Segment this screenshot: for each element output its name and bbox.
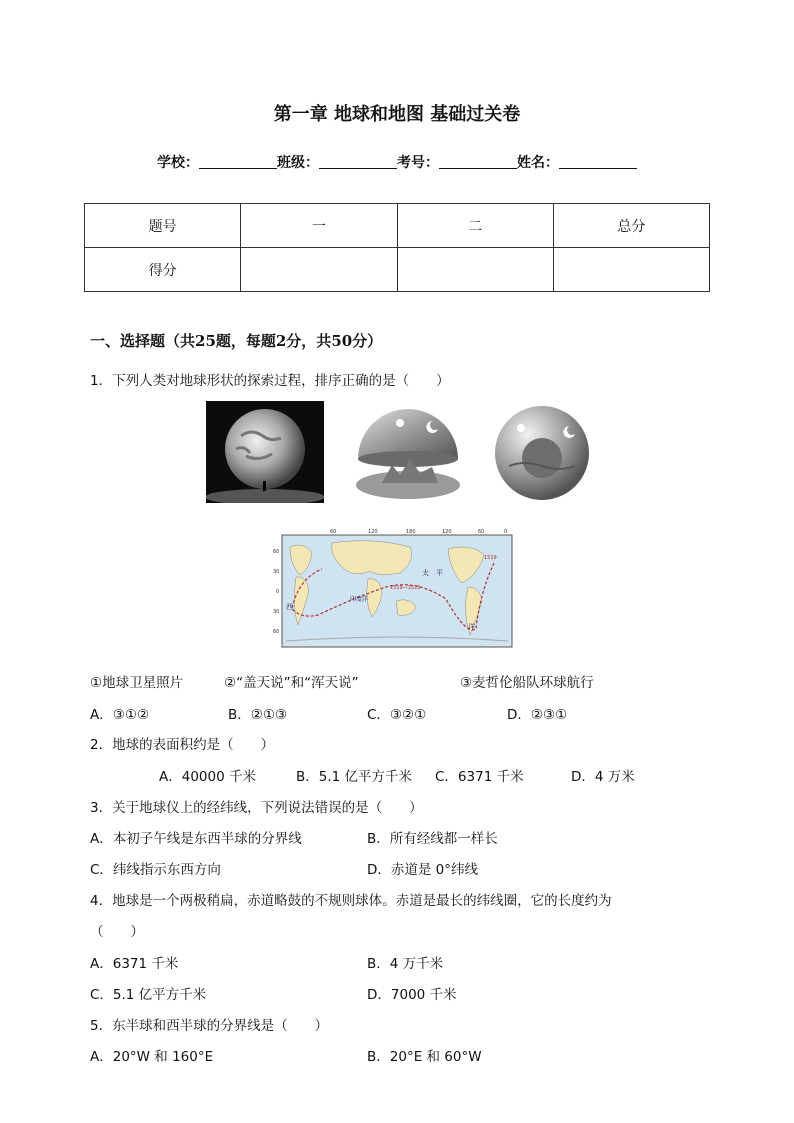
student-info: [0, 152, 794, 172]
q3-option-b[interactable]: B．所有经线都一样长: [367, 831, 498, 847]
q5-option-b[interactable]: B．20°E 和 60°W: [367, 1049, 482, 1065]
score-cell[interactable]: [553, 248, 709, 292]
map-top-tick: 60: [478, 529, 485, 535]
q3-stem: 3．关于地球仪上的经纬线，下列说法错误的是（ ）: [90, 800, 423, 816]
name-label: 姓名：: [517, 155, 559, 171]
q5-option-a[interactable]: A．20°W 和 160°E: [90, 1049, 214, 1065]
map-side-tick: 60: [273, 549, 280, 555]
q1-stem: 1．下列人类对地球形状的探索过程，排序正确的是（ ）: [90, 373, 450, 389]
map-top-tick: 120: [368, 529, 378, 535]
magellan-route-map: [272, 527, 522, 651]
map-side-tick: 0: [276, 589, 280, 595]
map-ocean-label: 平: [436, 569, 443, 577]
map-top-tick: 180: [406, 529, 416, 535]
sphere-model-image: [491, 404, 593, 502]
q4-option-d[interactable]: D．7000 千米: [367, 987, 457, 1003]
earth-photo-image: [206, 401, 324, 503]
q1-option-c[interactable]: C．③②①: [367, 707, 427, 723]
q4-option-a[interactable]: A．6371 千米: [90, 956, 179, 972]
dome-model-svg: [352, 405, 464, 503]
q1-option-b[interactable]: B．②①③: [228, 707, 288, 723]
school-blank[interactable]: [199, 154, 277, 169]
q2-option-b[interactable]: B．5.1 亿平方千米: [296, 769, 413, 785]
q3-option-a[interactable]: A．本初子午线是东西半球的分界线: [90, 831, 302, 847]
score-cell[interactable]: [241, 248, 397, 292]
sphere-model-svg: [491, 404, 593, 502]
score-row-label: 得分: [85, 248, 241, 292]
q4-stem: 4．地球是一个两极稍扁，赤道略鼓的不规则球体。赤道是最长的纬线圈，它的长度约为: [90, 893, 612, 909]
name-blank[interactable]: [559, 154, 637, 169]
class-blank[interactable]: [319, 154, 397, 169]
number-label: 考号：: [397, 155, 439, 171]
q4-option-b[interactable]: B．4 万千米: [367, 956, 444, 972]
header-cell: 总分: [553, 204, 709, 248]
map-route-year: 1519—1521: [390, 585, 421, 591]
section-heading: 一、选择题（共25题，每题2分，共50分）: [90, 332, 383, 350]
q1-option-a[interactable]: A．③①②: [90, 707, 150, 723]
q3-option-c[interactable]: C．纬线指示东西方向: [90, 862, 221, 878]
score-table: [84, 203, 710, 292]
score-cell[interactable]: [397, 248, 553, 292]
q1-option-d[interactable]: D．②③①: [507, 707, 568, 723]
map-top-tick: 60: [330, 529, 337, 535]
q1-label-3: ③麦哲伦船队环球航行: [460, 675, 594, 691]
map-side-tick: 30: [273, 569, 280, 575]
q3-option-d[interactable]: D．赤道是 0°纬线: [367, 862, 479, 878]
q2-stem: 2．地球的表面积约是（ ）: [90, 737, 275, 753]
q4-paren: （ ）: [90, 924, 144, 940]
q2-option-d[interactable]: D．4 万米: [571, 769, 635, 785]
q5-stem: 5．东半球和西半球的分界线是（ ）: [90, 1018, 329, 1034]
map-india-label: 印度洋: [350, 596, 369, 603]
score-table-header-row: [85, 204, 710, 248]
map-ocean-label: 洋: [468, 623, 475, 631]
header-cell: 题号: [85, 204, 241, 248]
class-label: 班级：: [277, 155, 319, 171]
q4-option-c[interactable]: C．5.1 亿平方千米: [90, 987, 207, 1003]
q2-option-c[interactable]: C．6371 千米: [435, 769, 524, 785]
header-cell: 二: [397, 204, 553, 248]
map-top-tick: 120: [442, 529, 452, 535]
q1-label-1: ①地球卫星照片: [90, 675, 184, 691]
map-xi-label: 西: [286, 603, 293, 611]
map-top-tick: 0: [504, 529, 508, 535]
earth-photo-svg: [206, 401, 324, 503]
map-ocean-label: 太: [422, 569, 429, 577]
score-table-score-row: [85, 248, 710, 292]
map-route-year2: 1519: [484, 555, 497, 561]
q1-label-2: ②“盖天说”和“浑天说”: [224, 675, 359, 691]
q2-option-a[interactable]: A．40000 千米: [159, 769, 256, 785]
world-map-svg: [272, 527, 522, 651]
school-label: 学校：: [157, 155, 199, 171]
header-cell: 一: [241, 204, 397, 248]
dome-model-image: [352, 405, 464, 503]
map-side-tick: 60: [273, 629, 280, 635]
map-side-tick: 30: [273, 609, 280, 615]
page-title: 第一章 地球和地图 基础过关卷: [273, 104, 521, 125]
number-blank[interactable]: [439, 154, 517, 169]
